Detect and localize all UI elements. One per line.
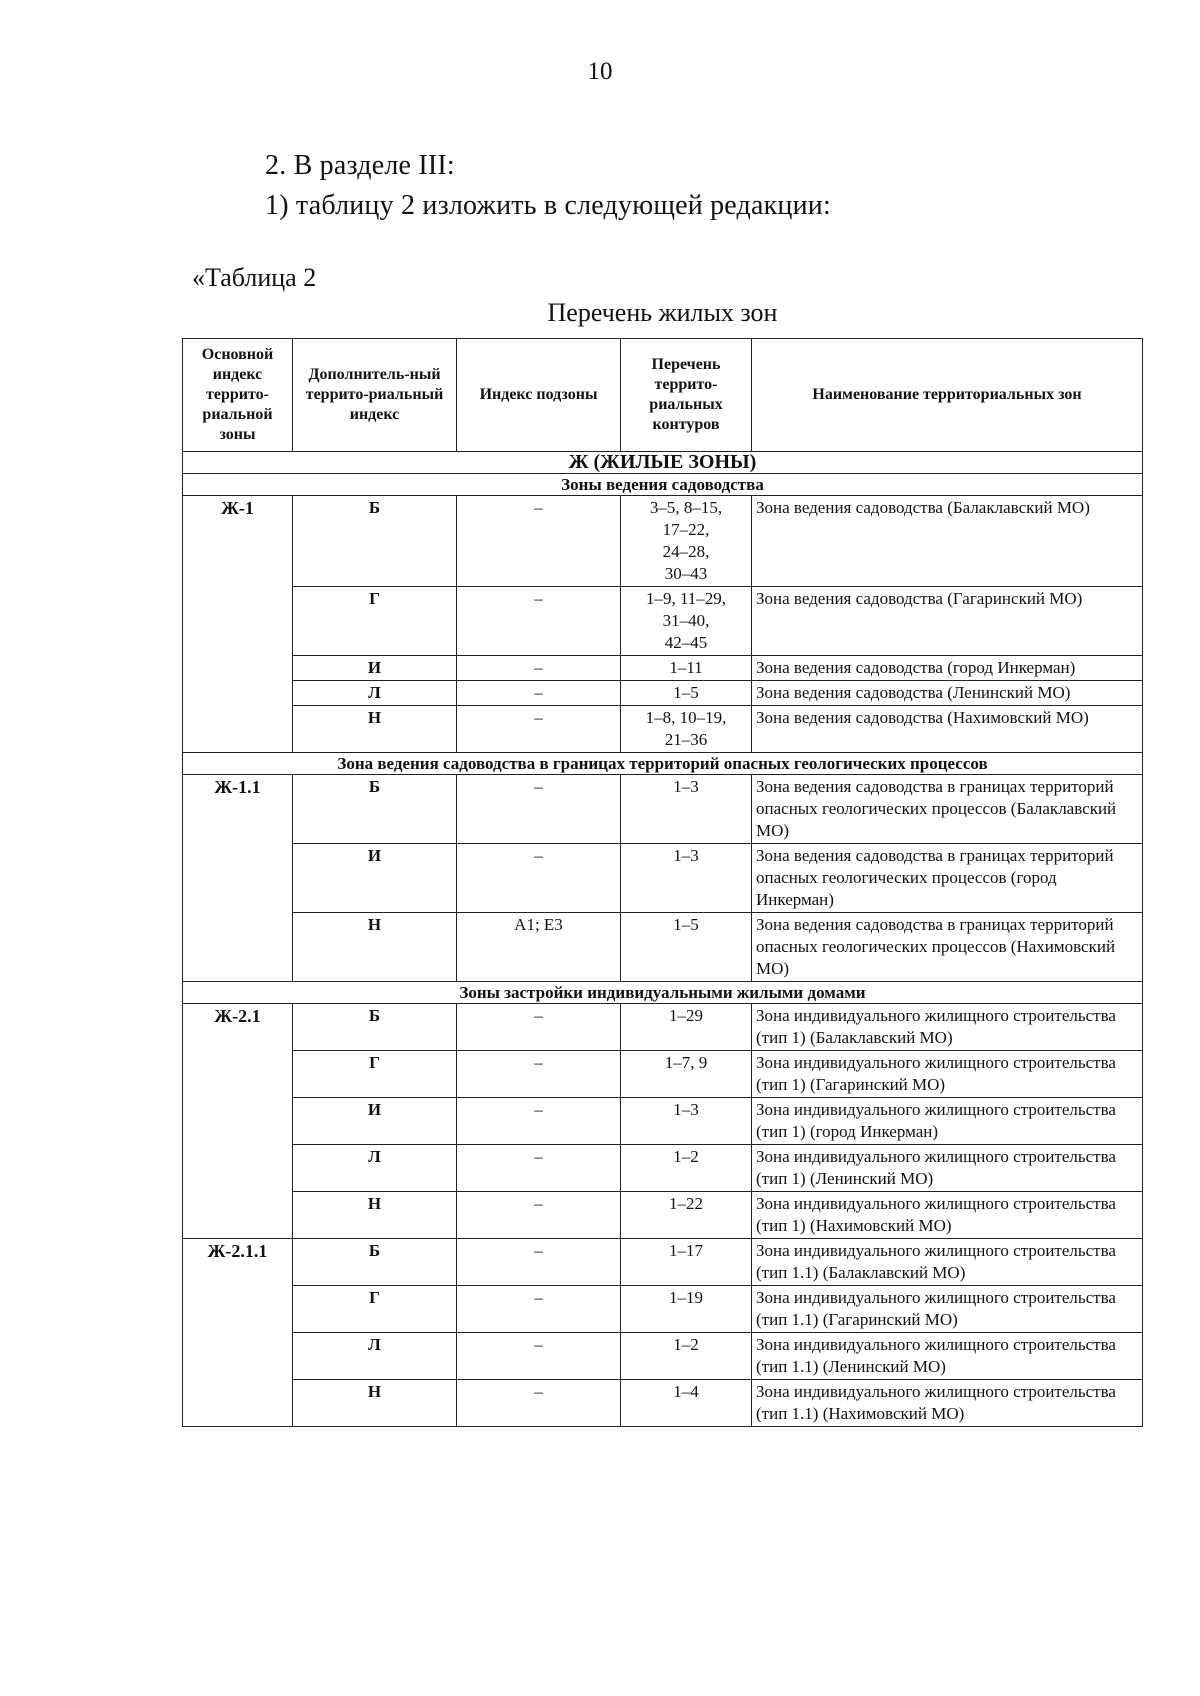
additional-index: И (293, 844, 457, 913)
header-main-index: Основной индекс террито-риальной зоны (183, 339, 293, 452)
contours-list: 1–22 (621, 1192, 752, 1239)
additional-index: Б (293, 1004, 457, 1051)
table-row (183, 1051, 1143, 1098)
zone-name: Зона индивидуального жилищного строительства (тип 1.1) (Гагаринский МО) (752, 1286, 1143, 1333)
additional-index: Г (293, 1051, 457, 1098)
zone-code (183, 706, 293, 753)
subzone-index: – (457, 775, 621, 844)
header-zone-name: Наименование территориальных зон (752, 339, 1143, 452)
subzone-index: – (457, 1380, 621, 1427)
group-row (183, 982, 1143, 1004)
zone-name: Зона ведения садоводства (Балаклавский МО) (752, 496, 1143, 587)
zone-name: Зона ведения садоводства в границах территорий опасных геологических процессов (Балаклавский МО) (752, 775, 1143, 844)
contours-list: 1–5 (621, 913, 752, 982)
group-row (183, 474, 1143, 496)
zone-name: Зона ведения садоводства (город Инкерман) (752, 656, 1143, 681)
section-row (183, 452, 1143, 474)
header-additional-index: Дополнитель-ный террито-риальный индекс (293, 339, 457, 452)
zone-name: Зона ведения садоводства (Ленинский МО) (752, 681, 1143, 706)
table-row (183, 656, 1143, 681)
section-heading: 2. В разделе III: (265, 150, 455, 181)
zone-code (183, 681, 293, 706)
section-title: Ж (ЖИЛЫЕ ЗОНЫ) (183, 452, 1143, 474)
subzone-index: – (457, 1098, 621, 1145)
zone-name: Зона индивидуального жилищного строительства (тип 1) (Балаклавский МО) (752, 1004, 1143, 1051)
header-subzone-index: Индекс подзоны (457, 339, 621, 452)
residential-zones-table (182, 338, 1143, 1427)
additional-index: Н (293, 1380, 457, 1427)
zone-code (183, 1098, 293, 1145)
table-row (183, 1192, 1143, 1239)
contours-list: 1–7, 9 (621, 1051, 752, 1098)
table-row (183, 844, 1143, 913)
table-row (183, 681, 1143, 706)
table-row (183, 913, 1143, 982)
zone-name: Зона индивидуального жилищного строительства (тип 1) (Гагаринский МО) (752, 1051, 1143, 1098)
group-title: Зоны ведения садоводства (183, 474, 1143, 496)
contours-list: 1–19 (621, 1286, 752, 1333)
table-row (183, 775, 1143, 844)
group-title: Зоны застройки индивидуальными жилыми домами (183, 982, 1143, 1004)
subzone-index: – (457, 1145, 621, 1192)
additional-index: Н (293, 1192, 457, 1239)
additional-index: И (293, 1098, 457, 1145)
zone-code (183, 1380, 293, 1427)
zone-code (183, 1051, 293, 1098)
table-row (183, 1333, 1143, 1380)
subzone-index: – (457, 1192, 621, 1239)
subzone-index: – (457, 587, 621, 656)
additional-index: Н (293, 913, 457, 982)
table-row (183, 706, 1143, 753)
table-row (183, 1239, 1143, 1286)
contours-list: 1–29 (621, 1004, 752, 1051)
zone-code (183, 913, 293, 982)
additional-index: Г (293, 1286, 457, 1333)
instruction-text: 1) таблицу 2 изложить в следующей редакции: (265, 190, 831, 221)
group-title: Зона ведения садоводства в границах территорий опасных геологических процессов (183, 753, 1143, 775)
subzone-index: – (457, 844, 621, 913)
additional-index: Б (293, 1239, 457, 1286)
table-title: Перечень жилых зон (547, 298, 778, 327)
subzone-index: – (457, 1286, 621, 1333)
zone-name: Зона ведения садоводства (Гагаринский МО) (752, 587, 1143, 656)
contours-list: 1–3 (621, 775, 752, 844)
zone-code (183, 1333, 293, 1380)
table-row (183, 1098, 1143, 1145)
page-number: 10 (587, 58, 613, 85)
subzone-index: – (457, 681, 621, 706)
zone-name: Зона индивидуального жилищного строительства (тип 1) (Нахимовский МО) (752, 1192, 1143, 1239)
zone-name: Зона ведения садоводства в границах территорий опасных геологических процессов (Нахимовский МО) (752, 913, 1143, 982)
contours-list: 1–17 (621, 1239, 752, 1286)
contours-list: 3–5, 8–15, 17–22, 24–28, 30–43 (621, 496, 752, 587)
additional-index: Л (293, 681, 457, 706)
subzone-index: – (457, 1004, 621, 1051)
table-row (183, 1286, 1143, 1333)
additional-index: И (293, 656, 457, 681)
table-row (183, 496, 1143, 587)
subzone-index: – (457, 1239, 621, 1286)
subzone-index: – (457, 1051, 621, 1098)
contours-list: 1–3 (621, 844, 752, 913)
contours-list: 1–2 (621, 1145, 752, 1192)
additional-index: Б (293, 775, 457, 844)
table-label: «Таблица 2 (192, 263, 317, 292)
contours-list: 1–3 (621, 1098, 752, 1145)
table-row (183, 1004, 1143, 1051)
subzone-index: – (457, 706, 621, 753)
subzone-index: – (457, 1333, 621, 1380)
table-row (183, 1145, 1143, 1192)
zone-code (183, 587, 293, 656)
zone-code: Ж-1.1 (183, 775, 293, 844)
header-contours: Перечень террито-риальных контуров (621, 339, 752, 452)
zone-name: Зона ведения садоводства в границах территорий опасных геологических процессов (город Инкерман) (752, 844, 1143, 913)
table-row (183, 1380, 1143, 1427)
contours-list: 1–11 (621, 656, 752, 681)
zone-code (183, 844, 293, 913)
subzone-index: – (457, 496, 621, 587)
zone-code: Ж-2.1 (183, 1004, 293, 1051)
zone-code (183, 656, 293, 681)
subzone-index: – (457, 656, 621, 681)
zone-name: Зона индивидуального жилищного строительства (тип 1) (город Инкерман) (752, 1098, 1143, 1145)
zone-name: Зона ведения садоводства (Нахимовский МО) (752, 706, 1143, 753)
zone-code: Ж-2.1.1 (183, 1239, 293, 1286)
contours-list: 1–8, 10–19, 21–36 (621, 706, 752, 753)
zone-code (183, 1286, 293, 1333)
zone-code: Ж-1 (183, 496, 293, 587)
additional-index: Г (293, 587, 457, 656)
zone-name: Зона индивидуального жилищного строительства (тип 1.1) (Нахимовский МО) (752, 1380, 1143, 1427)
group-row (183, 753, 1143, 775)
zone-name: Зона индивидуального жилищного строительства (тип 1.1) (Балаклавский МО) (752, 1239, 1143, 1286)
contours-list: 1–9, 11–29, 31–40, 42–45 (621, 587, 752, 656)
additional-index: Б (293, 496, 457, 587)
additional-index: Н (293, 706, 457, 753)
zone-name: Зона индивидуального жилищного строительства (тип 1) (Ленинский МО) (752, 1145, 1143, 1192)
table-header-row (183, 339, 1143, 452)
additional-index: Л (293, 1145, 457, 1192)
zone-code (183, 1192, 293, 1239)
subzone-index: А1; Е3 (457, 913, 621, 982)
zone-code (183, 1145, 293, 1192)
contours-list: 1–4 (621, 1380, 752, 1427)
contours-list: 1–5 (621, 681, 752, 706)
table-body (183, 452, 1143, 1427)
additional-index: Л (293, 1333, 457, 1380)
zone-name: Зона индивидуального жилищного строительства (тип 1.1) (Ленинский МО) (752, 1333, 1143, 1380)
table-row (183, 587, 1143, 656)
contours-list: 1–2 (621, 1333, 752, 1380)
